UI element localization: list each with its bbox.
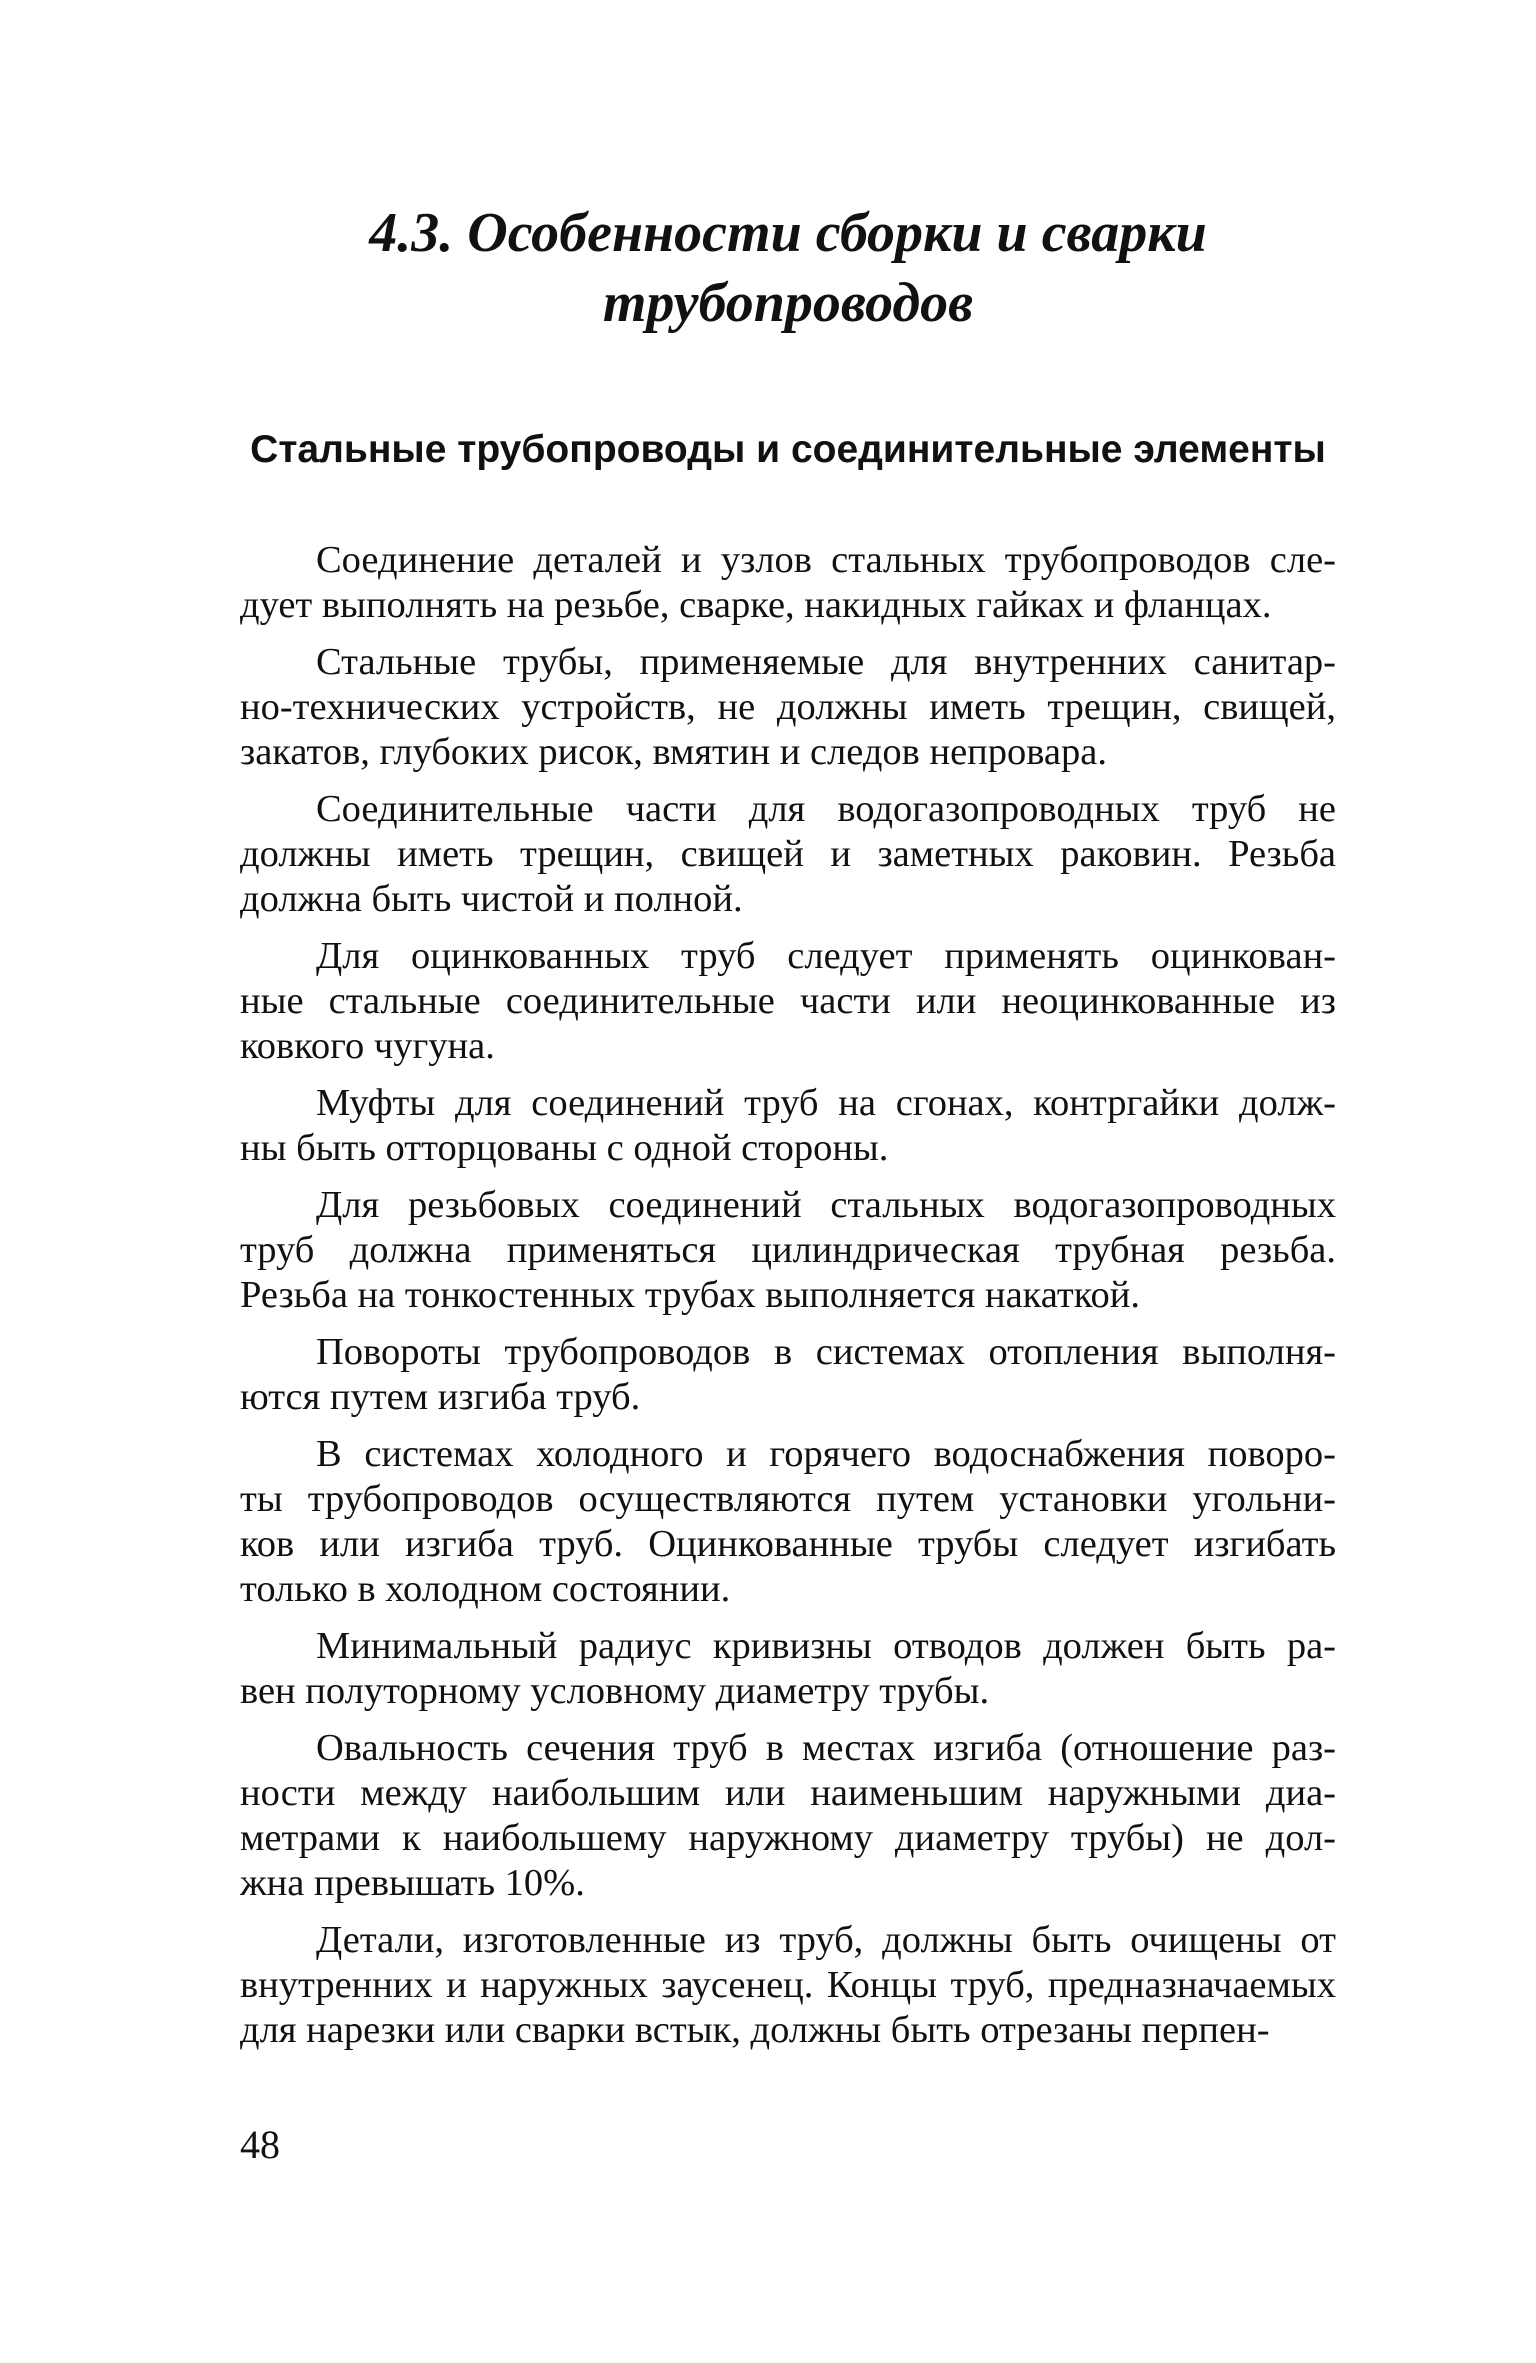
paragraph-line: В системах холодного и горячего водоснабжения поворо- <box>316 1433 1336 1475</box>
paragraph-line: ковкого чугуна. <box>240 1025 495 1067</box>
section-title-line-1: 4.3. Особенности сборки и сварки <box>369 202 1207 264</box>
paragraph-line: труб должна применяться цилиндрическая трубная резьба. <box>240 1229 1336 1271</box>
page-number: 48 <box>240 2122 280 2167</box>
paragraph-line: Для оцинкованных труб следует применять оцинкован- <box>316 935 1336 977</box>
paragraph-line: Соединение деталей и узлов стальных трубопроводов сле- <box>316 539 1336 581</box>
paragraph <box>240 934 1336 1069</box>
paragraph <box>240 787 1336 922</box>
paragraph-line: Соединительные части для водогазопроводных труб не <box>316 788 1336 830</box>
paragraph <box>240 1726 1336 1906</box>
paragraph-line: для нарезки или сварки встык, должны быть отрезаны перпен- <box>240 2009 1270 2051</box>
paragraph-line: Повороты трубопроводов в системах отопления выполня- <box>316 1331 1336 1373</box>
paragraph-line: Стальные трубы, применяемые для внутренних санитар- <box>316 641 1336 683</box>
paragraph-line: должны иметь трещин, свищей и заметных раковин. Резьба <box>240 833 1336 875</box>
paragraph <box>240 640 1336 775</box>
paragraph-line: Для резьбовых соединений стальных водогазопроводных <box>316 1184 1336 1226</box>
paragraph-line: но-технических устройств, не должны иметь трещин, свищей, <box>240 686 1336 728</box>
paragraph <box>240 1624 1336 1714</box>
paragraph-line: жна превышать 10%. <box>240 1862 585 1904</box>
paragraph-line: Овальность сечения труб в местах изгиба (отношение раз- <box>316 1727 1336 1769</box>
paragraph-line: Резьба на тонкостенных трубах выполняется накаткой. <box>240 1274 1140 1316</box>
paragraph-line: ков или изгиба труб. Оцинкованные трубы следует изгибать <box>240 1523 1336 1565</box>
paragraph <box>240 1081 1336 1171</box>
paragraph-line: дует выполнять на резьбе, сварке, накидных гайках и фланцах. <box>240 584 1272 626</box>
paragraph-line: ные стальные соединительные части или неоцинкованные из <box>240 980 1336 1022</box>
section-title <box>240 198 1336 338</box>
paragraph-line: ны быть отторцованы с одной стороны. <box>240 1127 889 1169</box>
paragraph <box>240 1183 1336 1318</box>
paragraph <box>240 1432 1336 1612</box>
paragraph <box>240 1918 1336 2053</box>
paragraph-line: должна быть чистой и полной. <box>240 878 743 920</box>
body-text <box>240 538 1336 2065</box>
paragraph-line: ты трубопроводов осуществляются путем установки угольни- <box>240 1478 1336 1520</box>
paragraph-line: Детали, изготовленные из труб, должны быть очищены от <box>316 1919 1336 1961</box>
paragraph <box>240 1330 1336 1420</box>
book-page <box>240 0 1336 2363</box>
paragraph-line: внутренних и наружных заусенец. Концы труб, предназначаемых <box>240 1964 1336 2006</box>
paragraph-line: Муфты для соединений труб на сгонах, контргайки долж- <box>316 1082 1336 1124</box>
subsection-title: Стальные трубопроводы и соединительные элементы <box>250 428 1326 471</box>
paragraph-line: вен полуторному условному диаметру трубы. <box>240 1670 990 1712</box>
paragraph-line: только в холодном состоянии. <box>240 1568 731 1610</box>
section-title-line-2: трубопроводов <box>602 272 974 334</box>
paragraph-line: ности между наибольшим или наименьшим наружными диа- <box>240 1772 1336 1814</box>
paragraph-line: метрами к наибольшему наружному диаметру трубы) не дол- <box>240 1817 1336 1859</box>
paragraph <box>240 538 1336 628</box>
paragraph-line: ются путем изгиба труб. <box>240 1376 641 1418</box>
paragraph-line: Минимальный радиус кривизны отводов должен быть ра- <box>316 1625 1336 1667</box>
paragraph-line: закатов, глубоких рисок, вмятин и следов непровара. <box>240 731 1107 773</box>
